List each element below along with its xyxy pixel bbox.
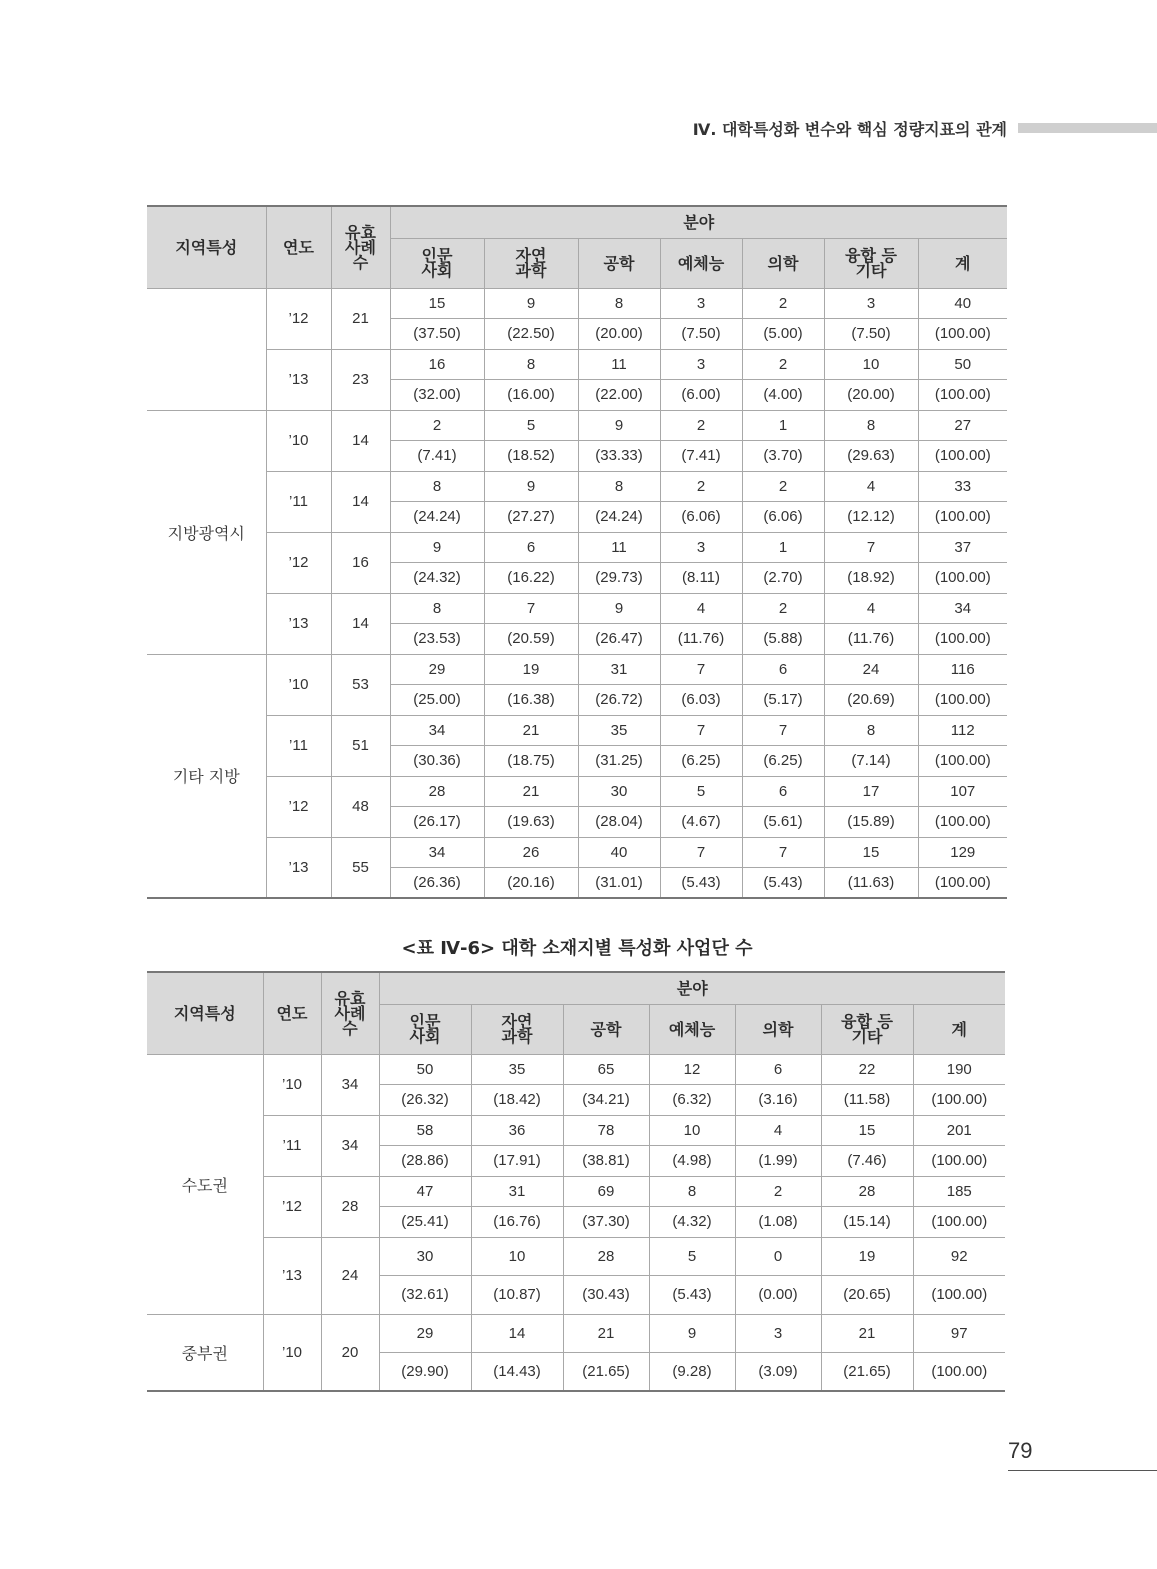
percent-cell: (2.70) bbox=[742, 563, 824, 594]
count-cell: 185 bbox=[913, 1176, 1005, 1207]
year-cell: ’11 bbox=[266, 471, 331, 532]
valid-cases-cell: 20 bbox=[321, 1314, 379, 1391]
region-cell bbox=[147, 288, 266, 410]
count-cell: 10 bbox=[824, 349, 918, 380]
count-cell: 78 bbox=[563, 1115, 649, 1146]
count-cell: 7 bbox=[660, 715, 742, 746]
count-cell: 28 bbox=[563, 1237, 649, 1276]
percent-cell: (24.24) bbox=[578, 502, 660, 533]
count-cell: 34 bbox=[390, 715, 484, 746]
table-caption: <표 Ⅳ-6> 대학 소재지별 특성화 사업단 수 bbox=[401, 938, 753, 959]
count-cell: 7 bbox=[660, 837, 742, 868]
header-field: 계 bbox=[913, 1004, 1005, 1054]
percent-cell: (6.03) bbox=[660, 685, 742, 716]
percent-cell: (25.41) bbox=[379, 1207, 471, 1238]
table-row bbox=[147, 1115, 1005, 1146]
count-cell: 58 bbox=[379, 1115, 471, 1146]
count-cell: 30 bbox=[578, 776, 660, 807]
count-cell: 15 bbox=[821, 1115, 913, 1146]
page-number: 79 bbox=[1008, 1438, 1033, 1463]
count-cell: 1 bbox=[742, 532, 824, 563]
count-cell: 3 bbox=[824, 288, 918, 319]
count-cell: 50 bbox=[379, 1054, 471, 1085]
count-cell: 11 bbox=[578, 532, 660, 563]
count-cell: 31 bbox=[471, 1176, 563, 1207]
count-cell: 16 bbox=[390, 349, 484, 380]
percent-cell: (16.76) bbox=[471, 1207, 563, 1238]
header-field: 인문 사회 bbox=[390, 238, 484, 288]
percent-cell: (33.33) bbox=[578, 441, 660, 472]
header-field: 자연 과학 bbox=[471, 1004, 563, 1054]
count-cell: 8 bbox=[824, 715, 918, 746]
count-cell: 3 bbox=[660, 288, 742, 319]
header-year: 연도 bbox=[263, 972, 321, 1054]
percent-cell: (30.43) bbox=[563, 1276, 649, 1315]
header-field: 계 bbox=[918, 238, 1007, 288]
year-cell: ’13 bbox=[266, 349, 331, 410]
percent-cell: (27.27) bbox=[484, 502, 578, 533]
count-cell: 28 bbox=[821, 1176, 913, 1207]
count-cell: 21 bbox=[484, 715, 578, 746]
percent-cell: (28.04) bbox=[578, 807, 660, 838]
header-year: 연도 bbox=[266, 206, 331, 288]
header-field: 예체능 bbox=[660, 238, 742, 288]
count-cell: 29 bbox=[379, 1314, 471, 1353]
count-cell: 65 bbox=[563, 1054, 649, 1085]
header-field: 융합 등 기타 bbox=[821, 1004, 913, 1054]
valid-cases-cell: 21 bbox=[331, 288, 390, 349]
table-row bbox=[147, 593, 1007, 624]
percent-cell: (6.25) bbox=[742, 746, 824, 777]
count-cell: 107 bbox=[918, 776, 1007, 807]
count-cell: 112 bbox=[918, 715, 1007, 746]
percent-cell: (20.69) bbox=[824, 685, 918, 716]
year-cell: ’10 bbox=[263, 1314, 321, 1391]
table-row bbox=[147, 471, 1007, 502]
header-field: 의학 bbox=[742, 238, 824, 288]
percent-cell: (18.75) bbox=[484, 746, 578, 777]
percent-cell: (20.00) bbox=[824, 380, 918, 411]
count-cell: 35 bbox=[471, 1054, 563, 1085]
header-valid-cases: 유효 사례 수 bbox=[321, 972, 379, 1054]
valid-cases-cell: 34 bbox=[321, 1115, 379, 1176]
percent-cell: (15.14) bbox=[821, 1207, 913, 1238]
table-row bbox=[147, 349, 1007, 380]
table-prev-continued bbox=[147, 205, 1007, 899]
count-cell: 4 bbox=[735, 1115, 821, 1146]
valid-cases-cell: 48 bbox=[331, 776, 390, 837]
percent-cell: (18.92) bbox=[824, 563, 918, 594]
percent-cell: (10.87) bbox=[471, 1276, 563, 1315]
percent-cell: (100.00) bbox=[918, 807, 1007, 838]
year-cell: ’13 bbox=[263, 1237, 321, 1314]
count-cell: 37 bbox=[918, 532, 1007, 563]
percent-cell: (29.90) bbox=[379, 1353, 471, 1392]
year-cell: ’11 bbox=[263, 1115, 321, 1176]
year-cell: ’10 bbox=[266, 654, 331, 715]
percent-cell: (100.00) bbox=[913, 1207, 1005, 1238]
year-cell: ’13 bbox=[266, 837, 331, 898]
count-cell: 27 bbox=[918, 410, 1007, 441]
count-cell: 21 bbox=[821, 1314, 913, 1353]
year-cell: ’12 bbox=[266, 776, 331, 837]
percent-cell: (26.72) bbox=[578, 685, 660, 716]
table-row bbox=[147, 1237, 1005, 1276]
valid-cases-cell: 28 bbox=[321, 1176, 379, 1237]
region-cell: 지방광역시 bbox=[147, 410, 266, 654]
table-row bbox=[147, 1314, 1005, 1353]
count-cell: 7 bbox=[742, 837, 824, 868]
count-cell: 2 bbox=[660, 471, 742, 502]
count-cell: 36 bbox=[471, 1115, 563, 1146]
percent-cell: (11.76) bbox=[824, 624, 918, 655]
percent-cell: (100.00) bbox=[918, 624, 1007, 655]
count-cell: 2 bbox=[735, 1176, 821, 1207]
percent-cell: (7.50) bbox=[824, 319, 918, 350]
percent-cell: (32.00) bbox=[390, 380, 484, 411]
count-cell: 201 bbox=[913, 1115, 1005, 1146]
count-cell: 22 bbox=[821, 1054, 913, 1085]
percent-cell: (3.70) bbox=[742, 441, 824, 472]
year-cell: ’12 bbox=[266, 288, 331, 349]
percent-cell: (19.63) bbox=[484, 807, 578, 838]
table-row bbox=[147, 715, 1007, 746]
count-cell: 9 bbox=[578, 593, 660, 624]
percent-cell: (34.21) bbox=[563, 1085, 649, 1116]
count-cell: 97 bbox=[913, 1314, 1005, 1353]
valid-cases-cell: 53 bbox=[331, 654, 390, 715]
percent-cell: (11.76) bbox=[660, 624, 742, 655]
percent-cell: (31.25) bbox=[578, 746, 660, 777]
percent-cell: (5.61) bbox=[742, 807, 824, 838]
percent-cell: (7.41) bbox=[660, 441, 742, 472]
percent-cell: (24.24) bbox=[390, 502, 484, 533]
percent-cell: (3.09) bbox=[735, 1353, 821, 1392]
count-cell: 2 bbox=[742, 349, 824, 380]
count-cell: 47 bbox=[379, 1176, 471, 1207]
percent-cell: (11.63) bbox=[824, 868, 918, 899]
count-cell: 129 bbox=[918, 837, 1007, 868]
percent-cell: (7.50) bbox=[660, 319, 742, 350]
percent-cell: (20.16) bbox=[484, 868, 578, 899]
percent-cell: (1.99) bbox=[735, 1146, 821, 1177]
count-cell: 35 bbox=[578, 715, 660, 746]
count-cell: 10 bbox=[649, 1115, 735, 1146]
percent-cell: (100.00) bbox=[918, 502, 1007, 533]
header-field: 의학 bbox=[735, 1004, 821, 1054]
count-cell: 40 bbox=[578, 837, 660, 868]
percent-cell: (100.00) bbox=[913, 1085, 1005, 1116]
percent-cell: (5.43) bbox=[649, 1276, 735, 1315]
count-cell: 4 bbox=[660, 593, 742, 624]
percent-cell: (31.01) bbox=[578, 868, 660, 899]
count-cell: 8 bbox=[578, 471, 660, 502]
percent-cell: (14.43) bbox=[471, 1353, 563, 1392]
count-cell: 9 bbox=[649, 1314, 735, 1353]
count-cell: 6 bbox=[735, 1054, 821, 1085]
percent-cell: (21.65) bbox=[563, 1353, 649, 1392]
count-cell: 7 bbox=[660, 654, 742, 685]
percent-cell: (26.36) bbox=[390, 868, 484, 899]
percent-cell: (100.00) bbox=[918, 746, 1007, 777]
table-region-specialization bbox=[147, 971, 1005, 1392]
running-header: Ⅳ. 대학특성화 변수와 핵심 정량지표의 관계 bbox=[692, 120, 1007, 139]
percent-cell: (100.00) bbox=[918, 868, 1007, 899]
year-cell: ’12 bbox=[266, 532, 331, 593]
percent-cell: (28.86) bbox=[379, 1146, 471, 1177]
count-cell: 9 bbox=[484, 471, 578, 502]
header-valid-cases: 유효 사례 수 bbox=[331, 206, 390, 288]
percent-cell: (26.32) bbox=[379, 1085, 471, 1116]
count-cell: 3 bbox=[735, 1314, 821, 1353]
count-cell: 2 bbox=[742, 593, 824, 624]
count-cell: 4 bbox=[824, 471, 918, 502]
count-cell: 31 bbox=[578, 654, 660, 685]
count-cell: 8 bbox=[484, 349, 578, 380]
count-cell: 116 bbox=[918, 654, 1007, 685]
percent-cell: (100.00) bbox=[918, 563, 1007, 594]
percent-cell: (15.89) bbox=[824, 807, 918, 838]
percent-cell: (17.91) bbox=[471, 1146, 563, 1177]
count-cell: 0 bbox=[735, 1237, 821, 1276]
count-cell: 15 bbox=[390, 288, 484, 319]
year-cell: ’13 bbox=[266, 593, 331, 654]
valid-cases-cell: 55 bbox=[331, 837, 390, 898]
valid-cases-cell: 14 bbox=[331, 410, 390, 471]
count-cell: 9 bbox=[484, 288, 578, 319]
count-cell: 19 bbox=[821, 1237, 913, 1276]
region-cell: 중부권 bbox=[147, 1314, 263, 1391]
percent-cell: (6.00) bbox=[660, 380, 742, 411]
header-field: 공학 bbox=[578, 238, 660, 288]
year-cell: ’12 bbox=[263, 1176, 321, 1237]
percent-cell: (16.00) bbox=[484, 380, 578, 411]
count-cell: 29 bbox=[390, 654, 484, 685]
percent-cell: (23.53) bbox=[390, 624, 484, 655]
count-cell: 6 bbox=[742, 776, 824, 807]
percent-cell: (1.08) bbox=[735, 1207, 821, 1238]
percent-cell: (24.32) bbox=[390, 563, 484, 594]
percent-cell: (20.59) bbox=[484, 624, 578, 655]
count-cell: 40 bbox=[918, 288, 1007, 319]
header-field-group: 분야 bbox=[379, 972, 1005, 1004]
percent-cell: (18.42) bbox=[471, 1085, 563, 1116]
count-cell: 92 bbox=[913, 1237, 1005, 1276]
region-cell: 수도권 bbox=[147, 1054, 263, 1314]
count-cell: 69 bbox=[563, 1176, 649, 1207]
percent-cell: (30.36) bbox=[390, 746, 484, 777]
count-cell: 8 bbox=[649, 1176, 735, 1207]
percent-cell: (100.00) bbox=[918, 441, 1007, 472]
year-cell: ’11 bbox=[266, 715, 331, 776]
count-cell: 4 bbox=[824, 593, 918, 624]
percent-cell: (0.00) bbox=[735, 1276, 821, 1315]
percent-cell: (5.43) bbox=[660, 868, 742, 899]
percent-cell: (38.81) bbox=[563, 1146, 649, 1177]
valid-cases-cell: 14 bbox=[331, 593, 390, 654]
percent-cell: (5.00) bbox=[742, 319, 824, 350]
count-cell: 2 bbox=[742, 471, 824, 502]
count-cell: 15 bbox=[824, 837, 918, 868]
count-cell: 19 bbox=[484, 654, 578, 685]
table-row bbox=[147, 1176, 1005, 1207]
table-row bbox=[147, 654, 1007, 685]
count-cell: 3 bbox=[660, 349, 742, 380]
percent-cell: (4.67) bbox=[660, 807, 742, 838]
count-cell: 8 bbox=[824, 410, 918, 441]
percent-cell: (21.65) bbox=[821, 1353, 913, 1392]
count-cell: 8 bbox=[390, 593, 484, 624]
header-region: 지역특성 bbox=[147, 206, 266, 288]
count-cell: 6 bbox=[742, 654, 824, 685]
header-field: 융합 등 기타 bbox=[824, 238, 918, 288]
percent-cell: (100.00) bbox=[913, 1146, 1005, 1177]
count-cell: 34 bbox=[918, 593, 1007, 624]
table-row bbox=[147, 837, 1007, 868]
count-cell: 5 bbox=[649, 1237, 735, 1276]
count-cell: 33 bbox=[918, 471, 1007, 502]
percent-cell: (18.52) bbox=[484, 441, 578, 472]
page-number-rule bbox=[1008, 1470, 1157, 1471]
percent-cell: (32.61) bbox=[379, 1276, 471, 1315]
table-row bbox=[147, 532, 1007, 563]
count-cell: 8 bbox=[578, 288, 660, 319]
percent-cell: (6.06) bbox=[660, 502, 742, 533]
percent-cell: (16.22) bbox=[484, 563, 578, 594]
region-cell: 기타 지방 bbox=[147, 654, 266, 898]
percent-cell: (7.41) bbox=[390, 441, 484, 472]
count-cell: 14 bbox=[471, 1314, 563, 1353]
count-cell: 9 bbox=[390, 532, 484, 563]
percent-cell: (29.63) bbox=[824, 441, 918, 472]
percent-cell: (4.98) bbox=[649, 1146, 735, 1177]
valid-cases-cell: 51 bbox=[331, 715, 390, 776]
count-cell: 26 bbox=[484, 837, 578, 868]
count-cell: 5 bbox=[660, 776, 742, 807]
count-cell: 21 bbox=[563, 1314, 649, 1353]
percent-cell: (7.46) bbox=[821, 1146, 913, 1177]
count-cell: 8 bbox=[390, 471, 484, 502]
percent-cell: (9.28) bbox=[649, 1353, 735, 1392]
count-cell: 17 bbox=[824, 776, 918, 807]
count-cell: 3 bbox=[660, 532, 742, 563]
count-cell: 12 bbox=[649, 1054, 735, 1085]
count-cell: 2 bbox=[660, 410, 742, 441]
percent-cell: (22.00) bbox=[578, 380, 660, 411]
valid-cases-cell: 23 bbox=[331, 349, 390, 410]
count-cell: 2 bbox=[390, 410, 484, 441]
percent-cell: (5.88) bbox=[742, 624, 824, 655]
count-cell: 28 bbox=[390, 776, 484, 807]
percent-cell: (37.30) bbox=[563, 1207, 649, 1238]
percent-cell: (5.43) bbox=[742, 868, 824, 899]
count-cell: 11 bbox=[578, 349, 660, 380]
percent-cell: (26.17) bbox=[390, 807, 484, 838]
count-cell: 2 bbox=[742, 288, 824, 319]
count-cell: 190 bbox=[913, 1054, 1005, 1085]
percent-cell: (100.00) bbox=[918, 685, 1007, 716]
count-cell: 21 bbox=[484, 776, 578, 807]
percent-cell: (11.58) bbox=[821, 1085, 913, 1116]
header-field: 예체능 bbox=[649, 1004, 735, 1054]
percent-cell: (20.65) bbox=[821, 1276, 913, 1315]
percent-cell: (22.50) bbox=[484, 319, 578, 350]
count-cell: 6 bbox=[484, 532, 578, 563]
table-row bbox=[147, 1054, 1005, 1085]
valid-cases-cell: 24 bbox=[321, 1237, 379, 1314]
count-cell: 7 bbox=[742, 715, 824, 746]
header-field: 자연 과학 bbox=[484, 238, 578, 288]
percent-cell: (100.00) bbox=[913, 1276, 1005, 1315]
percent-cell: (3.16) bbox=[735, 1085, 821, 1116]
table-row bbox=[147, 288, 1007, 319]
percent-cell: (6.32) bbox=[649, 1085, 735, 1116]
percent-cell: (100.00) bbox=[913, 1353, 1005, 1392]
count-cell: 1 bbox=[742, 410, 824, 441]
percent-cell: (8.11) bbox=[660, 563, 742, 594]
percent-cell: (7.14) bbox=[824, 746, 918, 777]
valid-cases-cell: 34 bbox=[321, 1054, 379, 1115]
header-field-group: 분야 bbox=[390, 206, 1007, 238]
table-row bbox=[147, 410, 1007, 441]
count-cell: 7 bbox=[484, 593, 578, 624]
percent-cell: (26.47) bbox=[578, 624, 660, 655]
valid-cases-cell: 16 bbox=[331, 532, 390, 593]
count-cell: 24 bbox=[824, 654, 918, 685]
percent-cell: (20.00) bbox=[578, 319, 660, 350]
count-cell: 50 bbox=[918, 349, 1007, 380]
count-cell: 9 bbox=[578, 410, 660, 441]
percent-cell: (25.00) bbox=[390, 685, 484, 716]
header-field: 공학 bbox=[563, 1004, 649, 1054]
percent-cell: (29.73) bbox=[578, 563, 660, 594]
percent-cell: (4.00) bbox=[742, 380, 824, 411]
count-cell: 5 bbox=[484, 410, 578, 441]
count-cell: 7 bbox=[824, 532, 918, 563]
percent-cell: (16.38) bbox=[484, 685, 578, 716]
percent-cell: (6.25) bbox=[660, 746, 742, 777]
percent-cell: (4.32) bbox=[649, 1207, 735, 1238]
header-region: 지역특성 bbox=[147, 972, 263, 1054]
percent-cell: (100.00) bbox=[918, 380, 1007, 411]
percent-cell: (12.12) bbox=[824, 502, 918, 533]
percent-cell: (37.50) bbox=[390, 319, 484, 350]
percent-cell: (100.00) bbox=[918, 319, 1007, 350]
count-cell: 34 bbox=[390, 837, 484, 868]
percent-cell: (6.06) bbox=[742, 502, 824, 533]
year-cell: ’10 bbox=[263, 1054, 321, 1115]
count-cell: 10 bbox=[471, 1237, 563, 1276]
header-field: 인문 사회 bbox=[379, 1004, 471, 1054]
count-cell: 30 bbox=[379, 1237, 471, 1276]
year-cell: ’10 bbox=[266, 410, 331, 471]
percent-cell: (5.17) bbox=[742, 685, 824, 716]
valid-cases-cell: 14 bbox=[331, 471, 390, 532]
header-decoration-bar bbox=[1018, 123, 1157, 133]
table-row bbox=[147, 776, 1007, 807]
